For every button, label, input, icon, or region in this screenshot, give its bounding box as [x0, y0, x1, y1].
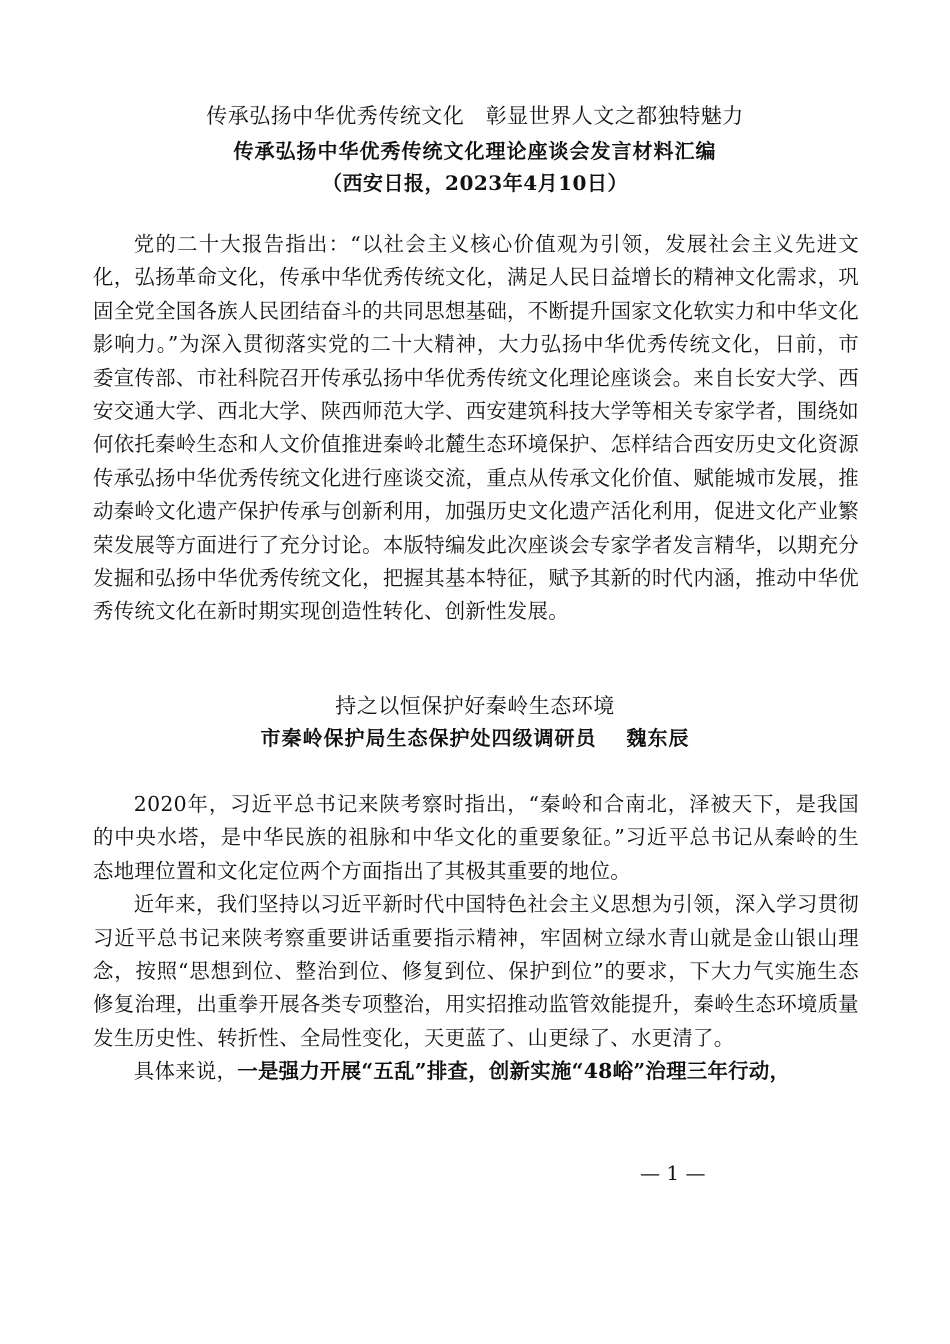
section-author — [0, 722, 950, 754]
page-subtitle: 传承弘扬中华优秀传统文化理论座谈会发言材料汇编 — [233, 139, 717, 163]
paragraph-3-emphasis: 一是强力开展“五乱”排查，创新实施“48峪”治理三年行动， — [237, 1059, 791, 1084]
body-paragraph-2: 近年来，我们坚持以习近平新时代中国特色社会主义思想为引领，深入学习贯彻习近平总书记来陕考察重要讲话重要指示精神，牢固树立绿水青山就是金山银山理念，按照“思想到位、整治到位、修复到位、保护到位”的要求，下大力气实施生态修复治理，出重拳开展各类专项整治，用实招推动监管效能提升，秦岭生态环境质量发生历史性、转折性、全局性变化，天更蓝了、山更绿了、水更清了。 — [93, 892, 859, 1050]
section-title: 持之以恒保护好秦岭生态环境 — [335, 694, 615, 718]
body-paragraph-3 — [93, 1055, 859, 1088]
author-role: 市秦岭保护局生态保护处四级调研员 — [260, 726, 597, 750]
paragraph-3-lead: 具体来说， — [133, 1059, 238, 1084]
section-body — [93, 788, 859, 1089]
source-line: （西安日报，2023年4月10日） — [322, 171, 628, 195]
page-number: — 1 — — [640, 1161, 706, 1185]
intro-block — [93, 228, 859, 629]
body-paragraph-1: 2020年，习近平总书记来陕考察时指出，“秦岭和合南北，泽被天下，是我国的中央水塔，是中华民族的祖脉和中华文化的重要象征。”习近平总书记从秦岭的生态地理位置和文化定位两个方面指出了其极其重要的地位。 — [93, 792, 859, 883]
intro-paragraph: 党的二十大报告指出：“以社会主义核心价值观为引领，发展社会主义先进文化，弘扬革命文化，传承中华优秀传统文化，满足人民日益增长的精神文化需求，巩固全党全国各族人民团结奋斗的共同思想基础，不断提升国家文化软实力和中华文化影响力。”为深入贯彻落实党的二十大精神，大力弘扬中华优秀传统文化，日前，市委宣传部、市社科院召开传承弘扬中华优秀传统文化理论座谈会。来自长安大学、西安交通大学、西北大学、陕西师范大学、西安建筑科技大学等相关专家学者，围绕如何依托秦岭生态和人文价值推进秦岭北麓生态环境保护、怎样结合西安历史文化资源传承弘扬中华优秀传统文化进行座谈交流，重点从传承文化价值、赋能城市发展，推动秦岭文化遗产保护传承与创新利用，加强历史文化遗产活化利用，促进文化产业繁荣发展等方面进行了充分讨论。本版特编发此次座谈会专家学者发言精华，以期充分发掘和弘扬中华优秀传统文化，把握其基本特征，赋予其新的时代内涵，推动中华优秀传统文化在新时期实现创造性转化、创新性发展。 — [93, 232, 859, 624]
author-name: 魏东辰 — [626, 726, 690, 750]
page-title: 传承弘扬中华优秀传统文化 彰显世界人文之都独特魅力 — [206, 104, 744, 128]
